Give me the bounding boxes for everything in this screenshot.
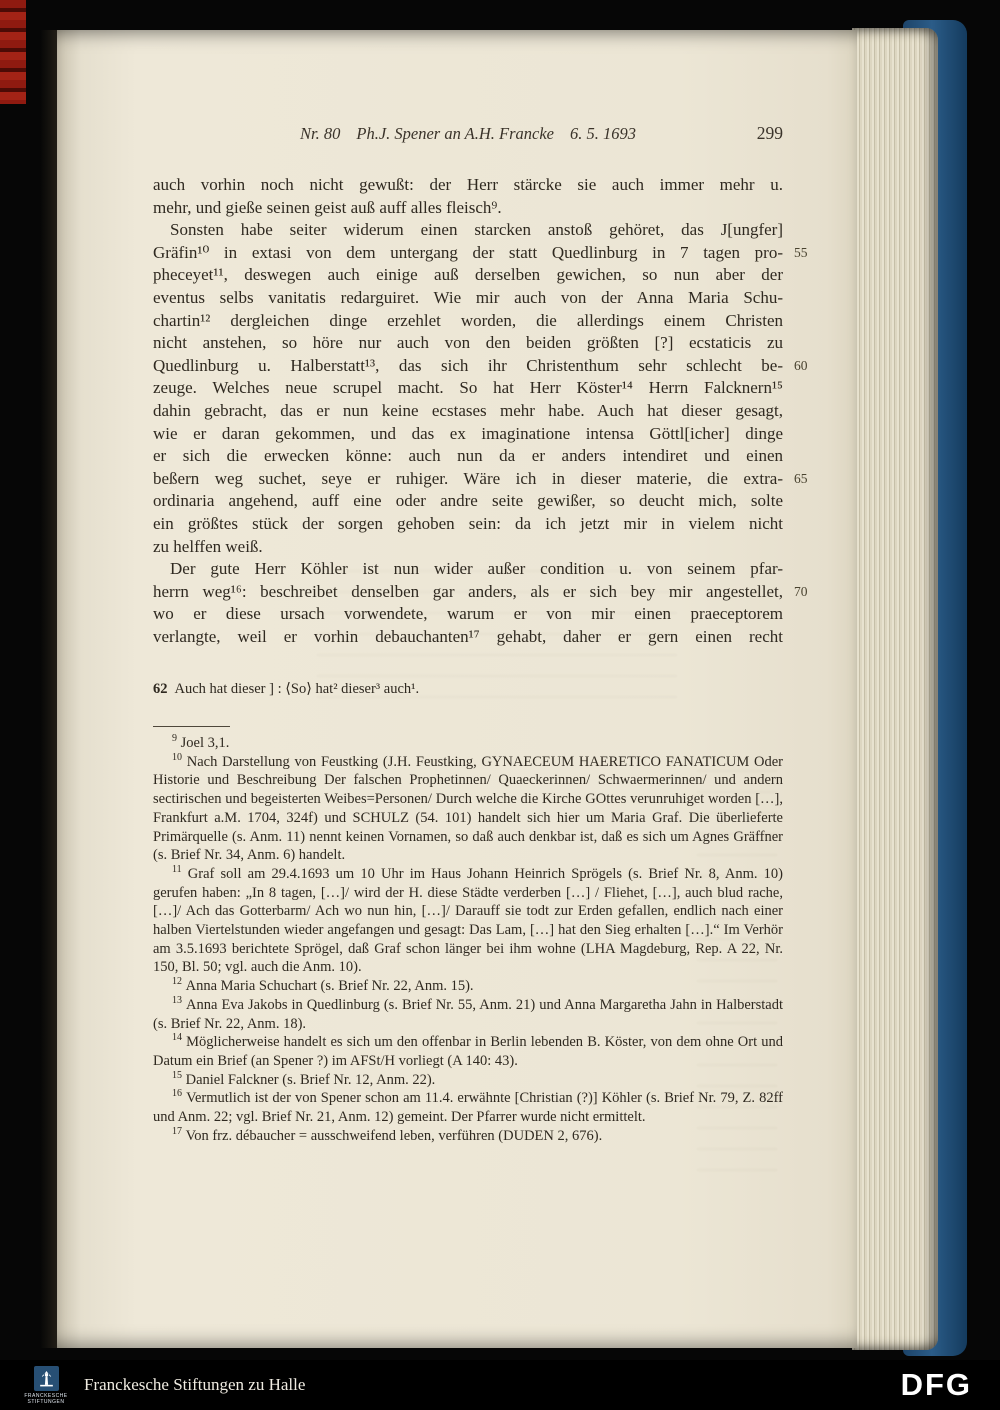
- body-paragraph: [153, 219, 808, 558]
- logo-caption-line: FRANCKESCHE: [24, 1392, 68, 1399]
- book-page: [57, 30, 857, 1348]
- lighthouse-icon: [34, 1366, 59, 1391]
- footnote-marker: 17: [172, 1125, 182, 1137]
- letter-body: [153, 174, 808, 648]
- margin-line-number: 70: [794, 583, 808, 599]
- margin-line-number: 65: [794, 470, 808, 486]
- institution-logo-caption: [24, 1393, 67, 1405]
- critical-apparatus: [153, 680, 783, 699]
- text-line: Der gute Herr Köhler ist nun wider außer condition u. von seinem pfar-: [170, 559, 783, 579]
- institution-logo: [14, 1366, 78, 1405]
- footnote-marker: 14: [172, 1032, 182, 1044]
- text-line: verlangte, weil er vorhin debauchanten¹⁷ gehabt, daher er gern einen recht: [153, 626, 783, 646]
- text-line: ein größtes stück der sorgen gehoben sein: da ich jetzt mir in vielem nicht: [153, 513, 783, 533]
- text-line: Sonsten habe seiter widerum einen starcken anstoß gehöret, das J[ungfer]: [170, 220, 783, 240]
- gutter-shadow: [40, 30, 57, 1348]
- text-line: dahin gebracht, das er nun keine ecstases mehr habe. Auch hat dieser gesagt,: [153, 400, 783, 420]
- dfg-logo: DFG: [900, 1367, 972, 1402]
- footnote-marker: 12: [172, 976, 182, 988]
- footnote: $^{15}$ Daniel Falckner (s. Brief Nr. 12, Anm. 22).: [172, 1069, 436, 1088]
- footnote: $^{13}$ Anna Eva Jakobs in Quedlinburg (s. Brief Nr. 55, Anm. 21) und Anna Margaretha Jahn in Halberstadt (s. Brief Nr. 22, Anm. 18).: [153, 995, 783, 1032]
- color-calibration-strip: [0, 0, 26, 104]
- text-line: pheceyet¹¹, deswegen auch einige auß derselben gewichen, so nun aber der: [153, 265, 783, 285]
- body-paragraph: [153, 174, 783, 219]
- letter-date: 6. 5. 1693: [570, 124, 636, 143]
- text-line: ordinaria angehend, auff eine oder andre seite gewißer, so deucht mich, solte: [153, 491, 783, 511]
- text-line: Gräfin¹⁰ in extasi von dem untergang der statt Quedlinburg in 7 tagen pro- 55: [153, 242, 808, 262]
- margin-line-number: 60: [794, 357, 808, 373]
- footnote: $^{11}$ Graf soll am 29.4.1693 um 10 Uhr im Haus Johann Heinrich Sprögels (s. Brief Nr. 8, Anm. 10) gerufen haben: „In 8 tagen, […]/ wird der H. diese Städte verderben […] / Fliehet, […], auch blud rache, […]/ Ach das Gotterbarm/ Ach wo nun hin, […]/ Darauff sie todt zur Erden gefallen, endlich nach einer halben Viertelstunden wieder angefangen und gesagt: Das Lam, […] hat den Sieg erhalten […].“ Im Verhör am 3.5.1693 berichtete Sprögel, daß Graf schon länger bei ihm wohne (LHA Magdeburg, Rep. A 22, Nr. 150, Bl. 50; vgl. auch die Anm. 10).: [153, 864, 783, 976]
- text-line: eventus selbs vanitatis redarguiret. Wie mir auch von der Anna Maria Schu-: [153, 287, 783, 307]
- institution-name: Franckesche Stiftungen zu Halle: [84, 1375, 306, 1394]
- text-line: chartin¹² dergleichen dinge erzehlet worden, die allerdings einem Christen: [153, 310, 783, 330]
- logo-caption-line: STIFTUNGEN: [27, 1398, 65, 1405]
- footnote-marker: 15: [172, 1069, 182, 1081]
- footnote-separator: [153, 726, 230, 727]
- page-header: [153, 124, 783, 148]
- footnote-marker: 10: [172, 751, 182, 763]
- footer-bar: [0, 1360, 1000, 1410]
- apparatus-line-ref: 62: [153, 681, 168, 697]
- text-line: mehr, und gieße seinen geist auß auff alles fleisch⁹.: [153, 197, 502, 217]
- footnote: $^{14}$ Möglicherweise handelt es sich um den offenbar in Berlin lebenden B. Köster, von dem ohne Ort und Datum ein Brief (an Spener ?) im AFSt/H vorliegt (A 140: 43).: [153, 1032, 783, 1069]
- page-number: 299: [756, 123, 783, 143]
- footnote-marker: 9: [172, 733, 177, 745]
- text-line: Quedlinburg u. Halberstatt¹³, das sich ihr Christenthum sehr schlecht be- 60: [153, 355, 808, 375]
- margin-line-number: 55: [794, 244, 808, 260]
- footnote: $^{12}$ Anna Maria Schuchart (s. Brief Nr. 22, Anm. 15).: [172, 976, 474, 995]
- text-line: auch vorhin noch nicht gewußt: der Herr stärcke sie auch immer mehr u.: [153, 175, 783, 194]
- footnote-marker: 13: [172, 995, 182, 1007]
- text-line: wie er daran gekommen, und das ex imaginatione intensa Göttl[icher] dinge: [153, 423, 783, 443]
- text-line: er sich die erwecken könne: auch nun da er anders intendiret und einen: [153, 446, 783, 466]
- body-paragraph: [153, 558, 808, 648]
- footnote: $^{10}$ Nach Darstellung von Feustking (J.H. Feustking, GYNAECEUM HAERETICO FANATICUM Oder Historie und Beschreibung Der falschen Prophetinnen/ Quaeckerinnen/ Schwaermerinnen/ und andern sectirischen und begeisterten Weibes=Personen/ Durch welche die Kirche GOttes verunruhiget worden […], Frankfurt a.M. 1704, 324f) und SCHULZ (54. 101) handelt sich hier um Maria Graf. Die überlieferte Primärquelle (s. Anm. 11) nennt keinen Vornamen, so daß auch denkbar ist, daß es sich um Agnes Gräffner (s. Brief Nr. 34, Anm. 6) handelt.: [153, 751, 783, 864]
- footnote-marker: 11: [172, 864, 182, 876]
- text-line: zu helffen weiß.: [153, 536, 263, 556]
- footnotes-section: [153, 734, 783, 1145]
- running-head: [153, 124, 783, 144]
- text-line: wo er diese ursach vorwendete, warum er von mir einen praeceptorem: [153, 604, 783, 624]
- footnote-marker: 16: [172, 1088, 182, 1100]
- apparatus-text: Auch hat dieser ] : ⟨So⟩ hat² dieser³ auch¹.: [174, 681, 420, 697]
- letter-number: Nr. 80: [300, 124, 341, 143]
- text-line: beßern weg suchet, seye er ruhiger. Wäre ich in dieser materie, die extra- 65: [153, 468, 808, 488]
- text-line: herrn weg¹⁶: beschreibet denselben gar anders, als er sich bey mir angestellet, 70: [153, 581, 808, 601]
- letter-title: Ph.J. Spener an A.H. Francke: [356, 124, 554, 143]
- page-edge-stack: [852, 28, 938, 1350]
- footnote: $^9$ Joel 3,1.: [172, 733, 230, 751]
- text-line: nicht anstehen, so höre nur auch von den beiden größten [?] ecstaticis zu: [153, 333, 783, 353]
- footnote: $^{17}$ Von frz. débaucher = ausschweifend leben, verführen (DUDEN 2, 676).: [172, 1125, 603, 1144]
- text-line: zeuge. Welches neue scrupel macht. So hat Herr Köster¹⁴ Herrn Falcknern¹⁵: [153, 378, 783, 398]
- footnote: $^{16}$ Vermutlich ist der von Spener schon am 11.4. erwähnte [Christian (?)] Köhler (s. Brief Nr. 79, Z. 82ff und Anm. 22; vgl. Brief Nr. 21, Anm. 12) gemeint. Der Pfarrer wurde nicht ermittelt.: [153, 1088, 783, 1126]
